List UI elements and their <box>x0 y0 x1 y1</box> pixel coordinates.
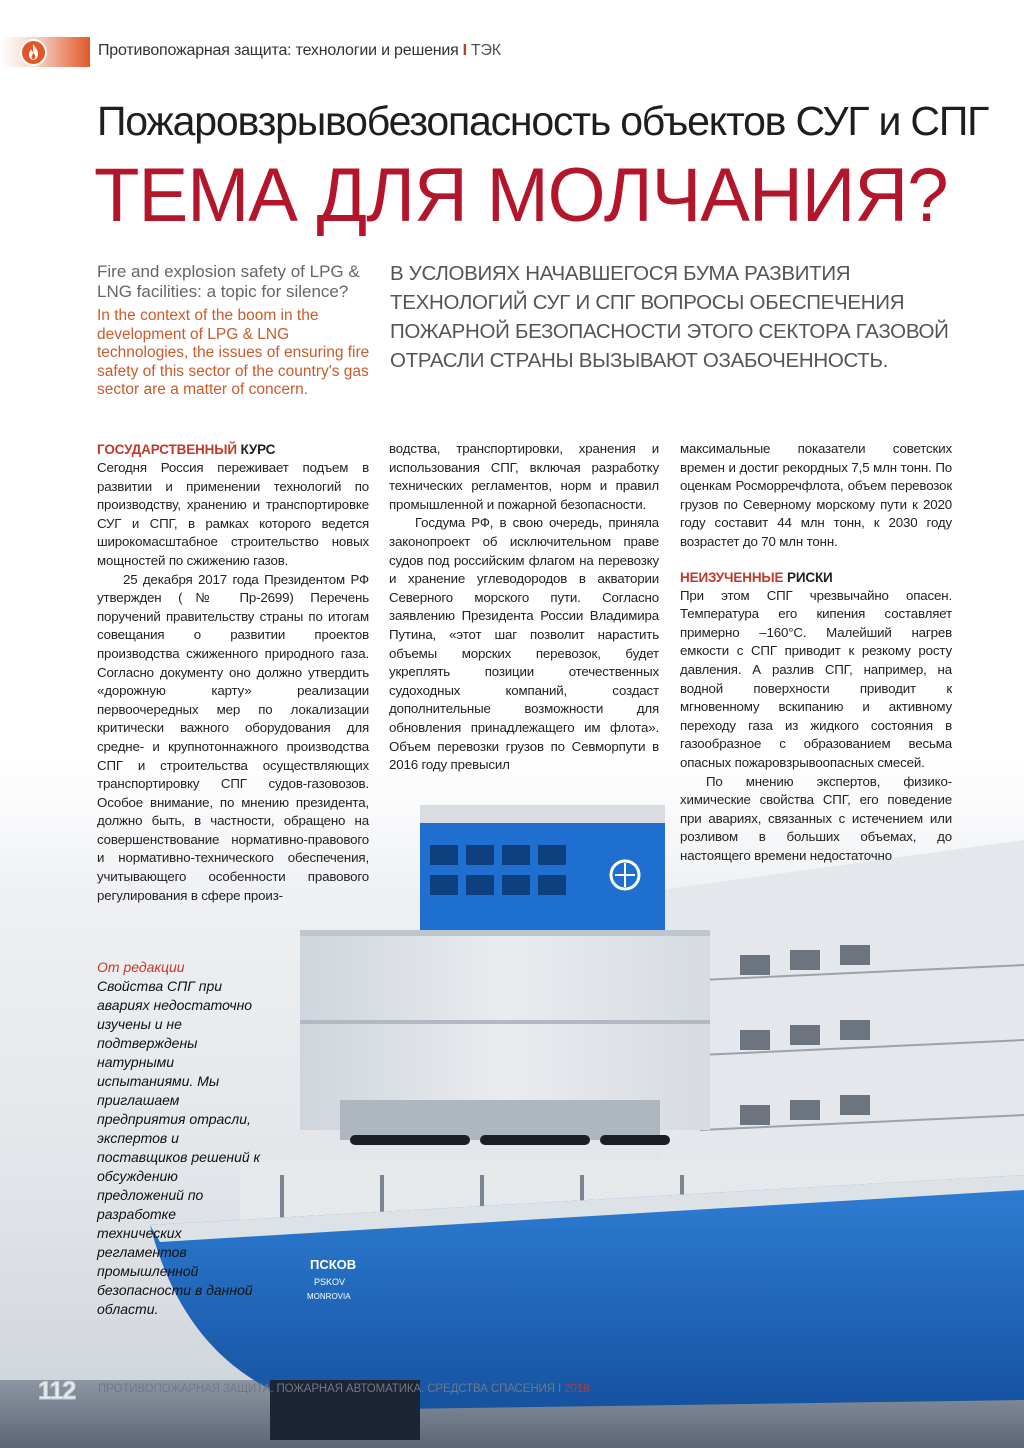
paragraph: максимальные показатели советских времен и достиг рекордных 7,5 млн тонн. По оценкам Росморречфлота, объем перевозок грузов по Северному морскому пути к 2020 году составит 44 млн тонн, к 2030 году возрастет до 70 млн тонн. <box>680 441 952 549</box>
editor-label: От редакции <box>97 959 185 975</box>
paragraph: По мнению экспертов, физико-химические свойства СПГ, его поведение при авариях, связанных с истечением или розливом в больших объемах, до настоящего времени недостаточно <box>680 773 952 863</box>
section-heading <box>680 568 952 587</box>
footer-text <box>98 1383 589 1395</box>
flame-icon <box>20 39 47 66</box>
column-2 <box>389 440 659 775</box>
column-3 <box>680 440 952 865</box>
heading-rest: РИСКИ <box>783 569 833 585</box>
ship-port: MONROVIA <box>307 1292 351 1301</box>
gazprom-logo <box>611 861 639 889</box>
ship-name-en: PSKOV <box>314 1277 346 1287</box>
editor-note <box>97 958 262 1319</box>
issue-year: 2018 <box>564 1383 590 1395</box>
heading-red-part: ГОСУДАРСТВЕННЫЙ <box>97 442 237 457</box>
ship-name-ru: ПСКОВ <box>310 1257 357 1272</box>
paragraph: Сегодня Россия переживает подъем в развитии и применении технологий по производству, хранению и транспортировке СУГ и СПГ, в рамках которого ведется широкомасштабное строительство новых мощностей по сжижению газов. <box>97 460 369 568</box>
english-lead: In the context of the boom in the development of LPG & LNG technologies, the issues of ensuring fire safety of this sector of the country's gas sector are a matter of concern. <box>97 307 370 398</box>
english-title: Fire and explosion safety of LPG & LNG facilities: a topic for silence? <box>97 262 360 301</box>
column-1 <box>97 440 369 905</box>
paragraph: 25 декабря 2017 года Президентом РФ утвержден (№ Пр-2699) Перечень поручений правительству страны по итогам совещания о развитии проектов производства сжиженного природного газа. Согласно документу оно должно утвердить «дорожную карту» реализации первоочередных мер по локализации критически важного оборудования для средне- и крупнотоннажного производства СПГ и строительства осуществляющих транспортировку СПГ судов-газовозов. Особое внимание, по мнению президента, должно быть, в частности, обращено на совершенствование нормативно-правового и нормативно-технического обеспечения, учитывающего особенности правового регулирования в сфере произ- <box>97 571 369 903</box>
footer-separator: I <box>554 1383 565 1395</box>
paragraph: При этом СПГ чрезвычайно опасен. Температура его кипения составляет примерно –160°С. Малейший нагрев емкости с СПГ приводит к резкому росту давления. А разлив СПГ, например, на водной поверхности приводит к мгновенному вскипанию и активному переходу газа из жидкого состояния в газообразное с образованием весьма опасных пожаровзрывоопасных смесей. <box>680 587 952 770</box>
article-title: Пожаровзрывобезопасность объектов СУГ и СПГ <box>97 98 989 144</box>
section-tag: ТЭК <box>470 42 501 59</box>
article-subtitle: ТЕМА ДЛЯ МОЛЧАНИЯ? <box>94 153 948 238</box>
article-lead: В УСЛОВИЯХ НАЧАВШЕГОСЯ БУМА РАЗВИТИЯ ТЕХНОЛОГИЙ СУГ И СПГ ВОПРОСЫ ОБЕСПЕЧЕНИЯ ПОЖАРНОЙ БЕЗОПАСНОСТИ ЭТОГО СЕКТОРА ГАЗОВОЙ ОТРАСЛИ СТРАНЫ ВЫЗЫВАЮТ ОЗАБОЧЕННОСТЬ. <box>390 262 949 372</box>
paragraph: Госдума РФ, в свою очередь, приняла законопроект об исключительном праве судов под российским флагом на перевозку и хранение углеводородов в акватории Северного морского пути. Согласно заявлению Президента России Владимира Путина, «этот шаг позволит нарастить объемы морских перевозок, будет укреплять позиции отечественных судоходных компаний, создаст дополнительные возможности для обновления принадлежащего им флота». Объем перевозки грузов по Севморпути в 2016 году превысил <box>389 515 659 773</box>
header-separator: I <box>462 42 467 59</box>
page-number: 112 <box>38 1377 76 1405</box>
heading-red-part: НЕИЗУЧЕННЫЕ <box>680 569 784 585</box>
section-header <box>98 42 501 60</box>
paragraph: водства, транспортировки, хранения и использования СПГ, включая разработку технических регламентов, норм и правил промышленной и пожарной безопасности. <box>389 441 659 512</box>
section-heading <box>97 440 369 459</box>
magazine-name: ПРОТИВОПОЖАРНАЯ ЗАЩИТА. ПОЖАРНАЯ АВТОМАТИКА. СРЕДСТВА СПАСЕНИЯ <box>98 1383 555 1395</box>
heading-rest: КУРС <box>236 442 276 457</box>
editor-text: Свойства СПГ при авариях недостаточно изучены и не подтверждены натурными испытаниями. Мы приглашаем предприятия отрасли, экспертов и поставщиков решений к обсуждению предложений по разработке технических регламентов промышленной безопасности в данной области. <box>97 978 261 1317</box>
section-label: Противопожарная защита: технологии и решения <box>98 42 459 59</box>
